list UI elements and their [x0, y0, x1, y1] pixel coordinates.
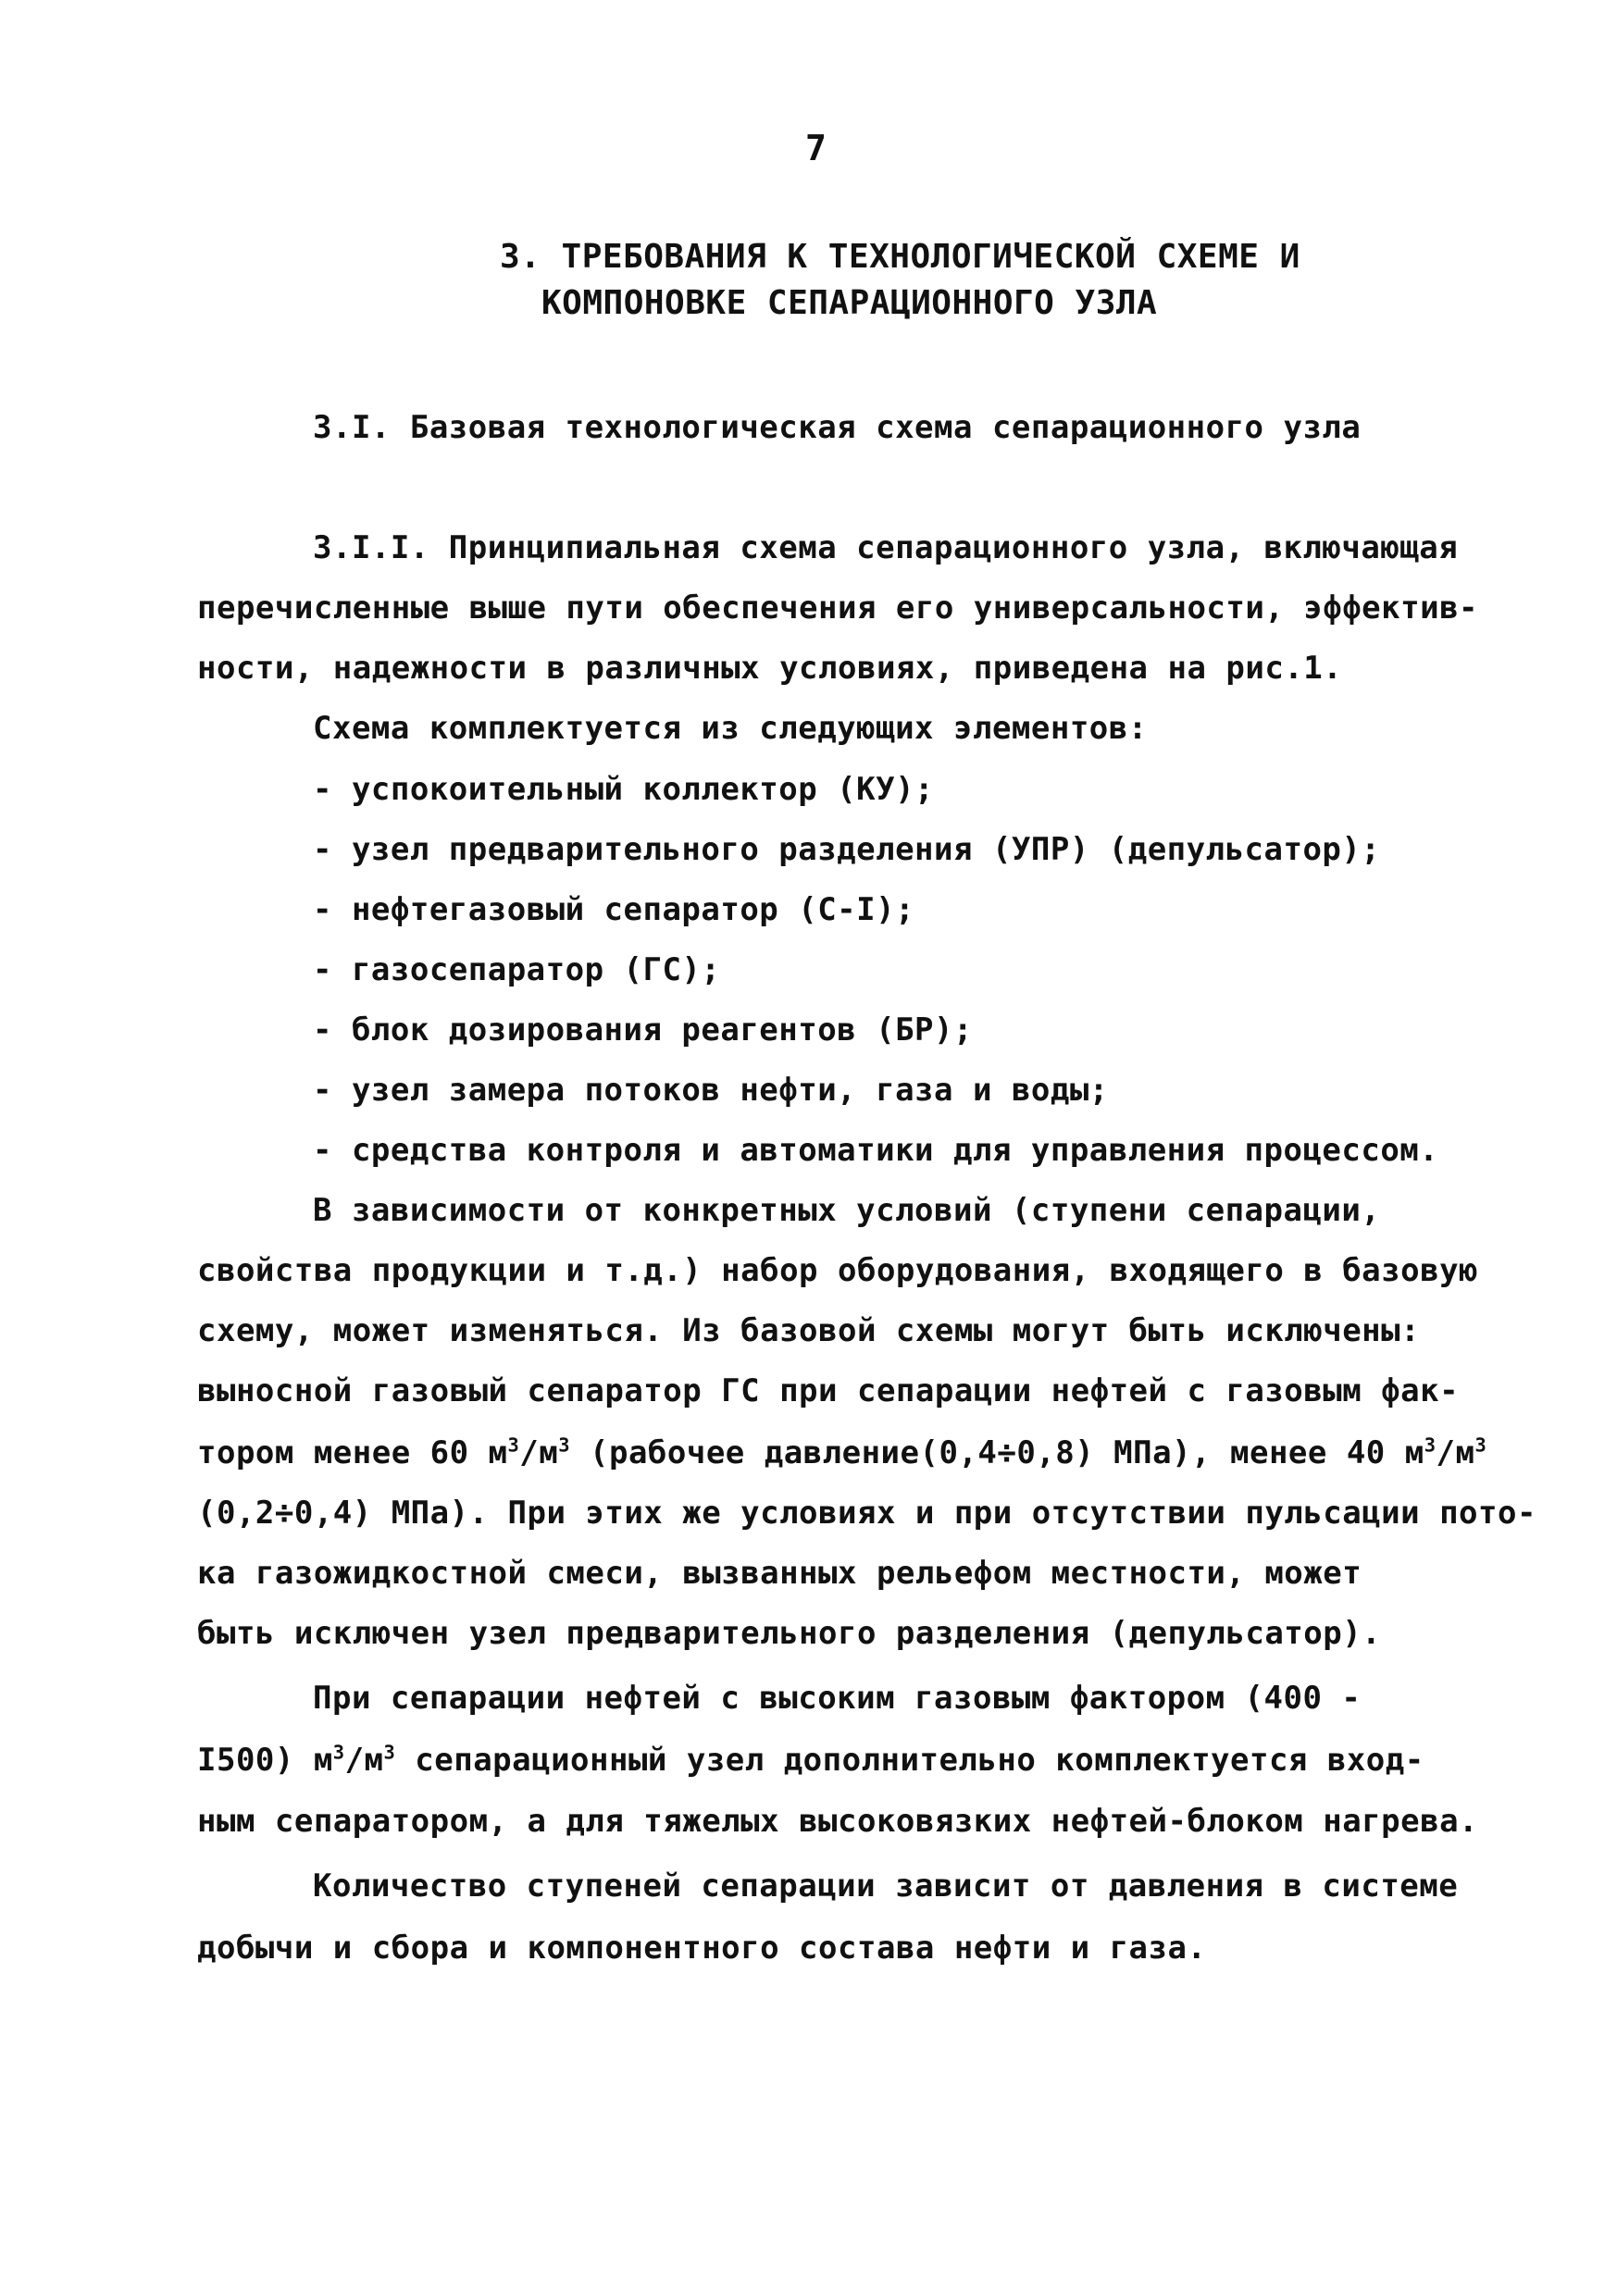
list-item: - газосепаратор (ГС); [313, 951, 721, 988]
paragraph-311-line-3: ности, надежности в различных условиях, приведена на рис.1. [197, 650, 1343, 687]
paragraph-conditions-line-3: схему, может изменяться. Из базовой схемы могут быть исключены: [197, 1312, 1421, 1349]
line-2-part-a: I500) м [197, 1742, 333, 1779]
paragraph-conditions-line-6: (0,2÷0,4) МПа). При этих же условиях и при отсутствии пульсации пото- [197, 1495, 1536, 1532]
paragraph-conditions-line-8: быть исключен узел предварительного разделения (депульсатор). [197, 1615, 1382, 1652]
superscript: 3 [507, 1433, 520, 1457]
list-item: - средства контроля и автоматики для управления процессом. [313, 1132, 1439, 1169]
paragraph-conditions-line-7: ка газожидкостной смеси, вызванных рельефом местности, может [197, 1555, 1362, 1592]
paragraph-high-gas-line-2 [197, 1742, 1424, 1779]
paragraph-conditions-line-4: выносной газовый сепаратор ГС при сепарации нефтей с газовым фак- [197, 1372, 1460, 1409]
paragraph-high-gas-line-3: ным сепаратором, а для тяжелых высоковязких нефтей-блоком нагрева. [197, 1803, 1479, 1840]
paragraph-311-line-2: перечисленные выше пути обеспечения его универсальности, эффектив- [197, 590, 1479, 627]
paragraph-conditions-line-5 [197, 1434, 1486, 1471]
list-item: - нефтегазовый сепаратор (С-I); [313, 891, 915, 928]
superscript: 3 [558, 1433, 571, 1457]
section-title-line-2: КОМПОНОВКЕ СЕПАРАЦИОННОГО УЗЛА [541, 284, 1158, 322]
line-2-part-c: сепарационный узел дополнительно комплектуется вход- [395, 1742, 1424, 1779]
list-item: - узел замера потоков нефти, газа и воды; [313, 1072, 1109, 1109]
list-item: - успокоительный коллектор (КУ); [313, 771, 935, 808]
list-item: - блок дозирования реагентов (БР); [313, 1011, 973, 1049]
section-title-line-1: 3. ТРЕБОВАНИЯ К ТЕХНОЛОГИЧЕСКОЙ СХЕМЕ И [500, 238, 1300, 276]
paragraph-stages-line-2: добычи и сбора и компонентного состава нефти и газа. [197, 1930, 1207, 1967]
superscript: 3 [332, 1741, 345, 1764]
paragraph-high-gas-line-1: При сепарации нефтей с высоким газовым фактором (400 - [313, 1680, 1362, 1717]
line-5-part-a: тором менее 60 м [197, 1434, 508, 1471]
superscript: 3 [1424, 1433, 1437, 1457]
line-5-part-c: (рабочее давление(0,4÷0,8) МПа), менее 40 м [570, 1434, 1424, 1471]
paragraph-conditions-line-1: В зависимости от конкретных условий (ступени сепарации, [313, 1192, 1381, 1229]
superscript: 3 [1474, 1433, 1487, 1457]
paragraph-stages-line-1: Количество ступеней сепарации зависит от давления в системе [313, 1868, 1459, 1905]
subsection-title: 3.I. Базовая технологическая схема сепарационного узла [313, 409, 1362, 446]
superscript: 3 [383, 1741, 396, 1764]
paragraph-311-line-1: 3.I.I. Принципиальная схема сепарационного узла, включающая [313, 529, 1459, 566]
line-2-part-b: /м [344, 1742, 384, 1779]
line-5-part-d: /м [1436, 1434, 1475, 1471]
elements-intro: Схема комплектуется из следующих элементов: [313, 710, 1148, 747]
page-number: 7 [805, 128, 827, 168]
line-5-part-b: /м [519, 1434, 559, 1471]
paragraph-conditions-line-2: свойства продукции и т.д.) набор оборудования, входящего в базовую [197, 1252, 1479, 1289]
list-item: - узел предварительного разделения (УПР) (депульсатор); [313, 831, 1381, 868]
